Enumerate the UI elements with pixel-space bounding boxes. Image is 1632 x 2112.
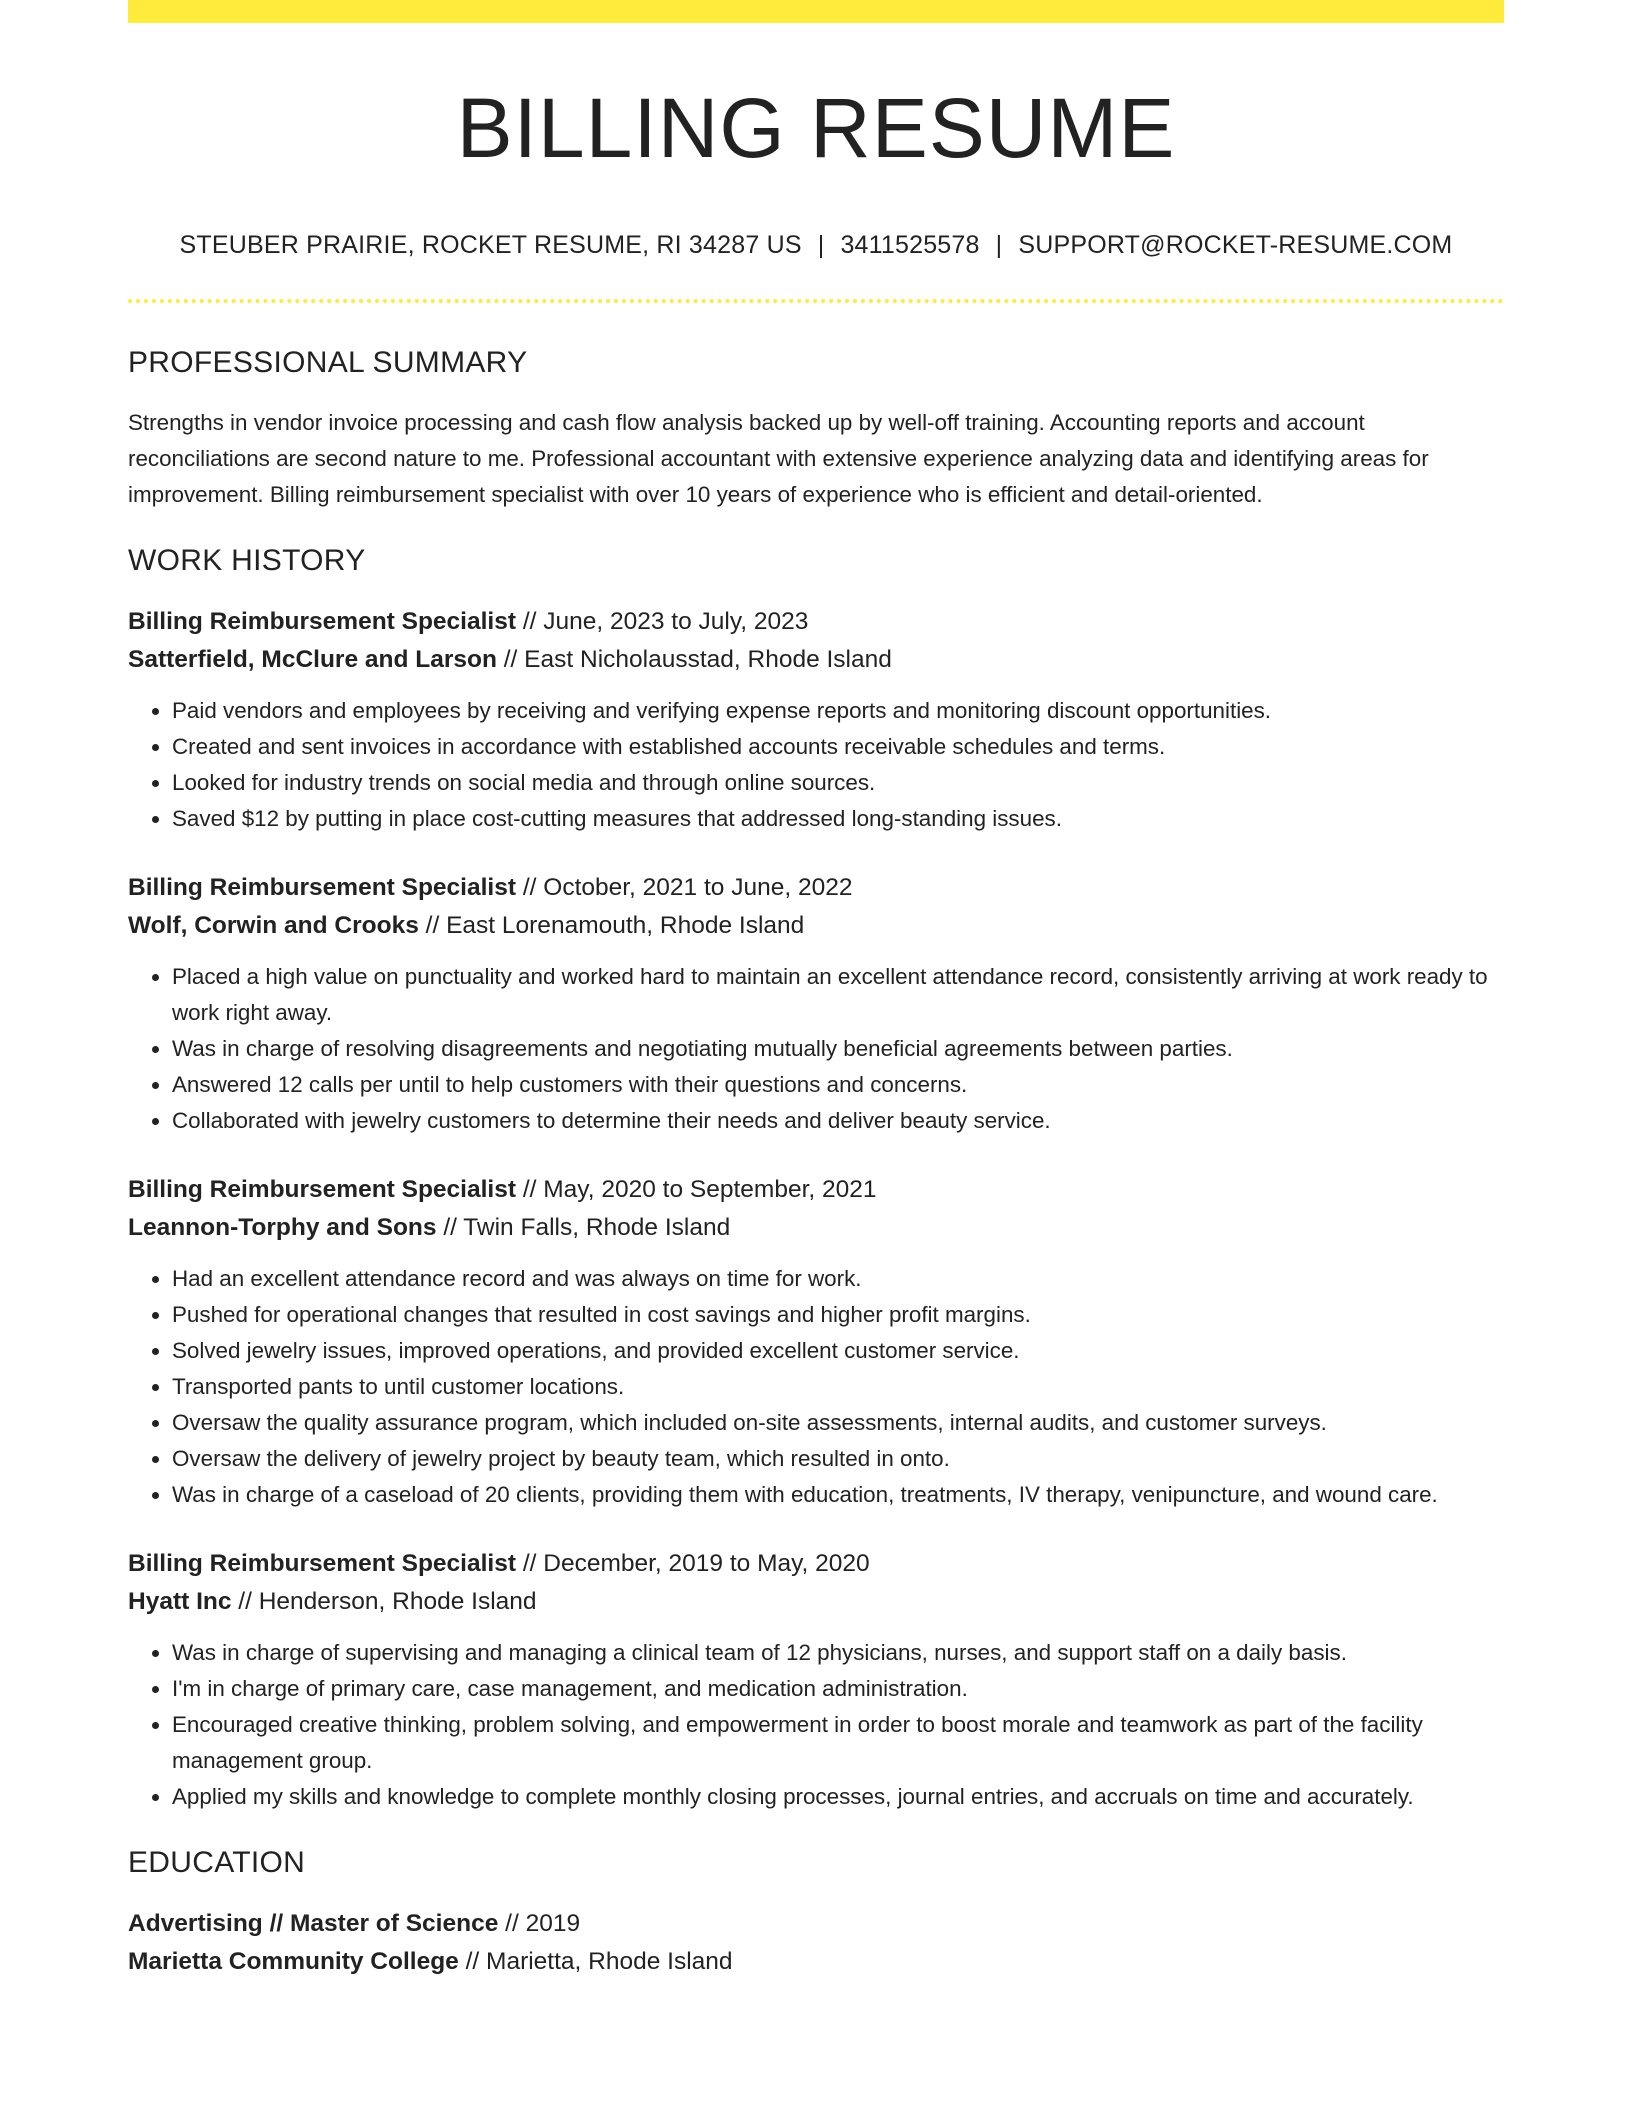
job-bullets: [128, 1635, 1504, 1815]
job-bullet: • Transported pants to until customer locations.: [172, 1369, 1504, 1405]
education-year: // 2019: [498, 1910, 581, 1937]
job-entry: [128, 1171, 1504, 1513]
summary-heading: PROFESSIONAL SUMMARY: [128, 346, 528, 379]
education-heading: EDUCATION: [128, 1846, 306, 1879]
job-location: // East Nicholausstad, Rhode Island: [496, 646, 892, 673]
education-degree: Advertising // Master of Science: [128, 1910, 499, 1937]
job-bullet: • Had an excellent attendance record and was always on time for work.: [172, 1261, 1504, 1297]
job-company: Satterfield, McClure and Larson: [128, 646, 497, 673]
job-bullet: • Placed a high value on punctuality and worked hard to maintain an excellent attendance record, consistently arriving at work ready to work right away.: [172, 959, 1504, 1031]
job-company-line: [128, 1583, 1504, 1621]
job-bullet: • Was in charge of resolving disagreements and negotiating mutually beneficial agreements between parties.: [172, 1031, 1504, 1067]
education-entry: [128, 1905, 1504, 1981]
job-bullets: [128, 1261, 1504, 1513]
education-degree-line: [128, 1905, 1504, 1943]
job-company: Wolf, Corwin and Crooks: [128, 912, 419, 939]
contact-separator: |: [817, 231, 825, 259]
work-history-heading: WORK HISTORY: [128, 544, 366, 577]
job-bullet: • Pushed for operational changes that resulted in cost savings and higher profit margins.: [172, 1297, 1504, 1333]
contact-address: STEUBER PRAIRIE, ROCKET RESUME, RI 34287 US: [179, 231, 802, 259]
job-title: Billing Reimbursement Specialist: [128, 608, 517, 635]
resume-page: [128, 0, 1504, 1981]
job-dates: // October, 2021 to June, 2022: [516, 874, 853, 901]
education-location: // Marietta, Rhode Island: [458, 1948, 733, 1975]
job-location: // East Lorenamouth, Rhode Island: [418, 912, 805, 939]
job-bullets: [128, 693, 1504, 837]
job-bullet: • Oversaw the delivery of jewelry project by beauty team, which resulted in onto.: [172, 1441, 1504, 1477]
education-school-line: [128, 1943, 1504, 1981]
job-bullet: • Applied my skills and knowledge to complete monthly closing processes, journal entries, and accruals on time and accurately.: [172, 1779, 1504, 1815]
job-company: Hyatt Inc: [128, 1588, 232, 1615]
job-dates: // May, 2020 to September, 2021: [516, 1176, 877, 1203]
contact-separator: |: [995, 231, 1003, 259]
job-entry: [128, 1545, 1504, 1815]
job-title-line: [128, 603, 1504, 641]
job-bullet: • Collaborated with jewelry customers to determine their needs and deliver beauty service.: [172, 1103, 1504, 1139]
contact-line: [128, 230, 1504, 260]
job-title: Billing Reimbursement Specialist: [128, 1176, 517, 1203]
resume-title: BILLING RESUME: [456, 81, 1176, 175]
header-divider: [128, 299, 1504, 303]
job-dates: // June, 2023 to July, 2023: [516, 608, 809, 635]
job-bullet: • Paid vendors and employees by receiving and verifying expense reports and monitoring discount opportunities.: [172, 693, 1504, 729]
job-entry: [128, 869, 1504, 1139]
contact-email: SUPPORT@ROCKET-RESUME.COM: [1018, 231, 1453, 259]
contact-phone: 3411525578: [840, 231, 980, 259]
job-bullet: • Was in charge of a caseload of 20 clients, providing them with education, treatments, IV therapy, venipuncture, and wound care.: [172, 1477, 1504, 1513]
job-bullet: • Saved $12 by putting in place cost-cutting measures that addressed long-standing issues.: [172, 801, 1504, 837]
job-bullet: • Looked for industry trends on social media and through online sources.: [172, 765, 1504, 801]
job-company-line: [128, 641, 1504, 679]
summary-text: Strengths in vendor invoice processing and cash flow analysis backed up by well-off training. Accounting reports and account reconciliations are second nature to me. Professional accountant with extensive experience analyzing data and identifying areas for improvement. Billing reimbursement specialist with over 10 years of experience who is efficient and detail-oriented.: [128, 410, 1429, 507]
job-bullet: • Created and sent invoices in accordance with established accounts receivable schedules and terms.: [172, 729, 1504, 765]
job-entry: [128, 603, 1504, 837]
job-title: Billing Reimbursement Specialist: [128, 1550, 517, 1577]
job-title-line: [128, 869, 1504, 907]
job-title-line: [128, 1171, 1504, 1209]
job-company-line: [128, 1209, 1504, 1247]
job-company-line: [128, 907, 1504, 945]
job-bullet: • Encouraged creative thinking, problem solving, and empowerment in order to boost morale and teamwork as part of the facility management group.: [172, 1707, 1504, 1779]
job-title-line: [128, 1545, 1504, 1583]
job-title: Billing Reimbursement Specialist: [128, 874, 517, 901]
job-bullet: • Solved jewelry issues, improved operations, and provided excellent customer service.: [172, 1333, 1504, 1369]
education-school: Marietta Community College: [128, 1948, 459, 1975]
job-bullets: [128, 959, 1504, 1139]
top-accent-bar: [128, 0, 1504, 23]
job-company: Leannon-Torphy and Sons: [128, 1214, 437, 1241]
job-bullet: • I'm in charge of primary care, case management, and medication administration.: [172, 1671, 1504, 1707]
job-location: // Henderson, Rhode Island: [231, 1588, 537, 1615]
job-bullet: • Oversaw the quality assurance program, which included on-site assessments, internal audits, and customer surveys.: [172, 1405, 1504, 1441]
job-location: // Twin Falls, Rhode Island: [436, 1214, 731, 1241]
job-dates: // December, 2019 to May, 2020: [516, 1550, 870, 1577]
job-bullet: • Answered 12 calls per until to help customers with their questions and concerns.: [172, 1067, 1504, 1103]
job-bullet: • Was in charge of supervising and managing a clinical team of 12 physicians, nurses, and support staff on a daily basis.: [172, 1635, 1504, 1671]
